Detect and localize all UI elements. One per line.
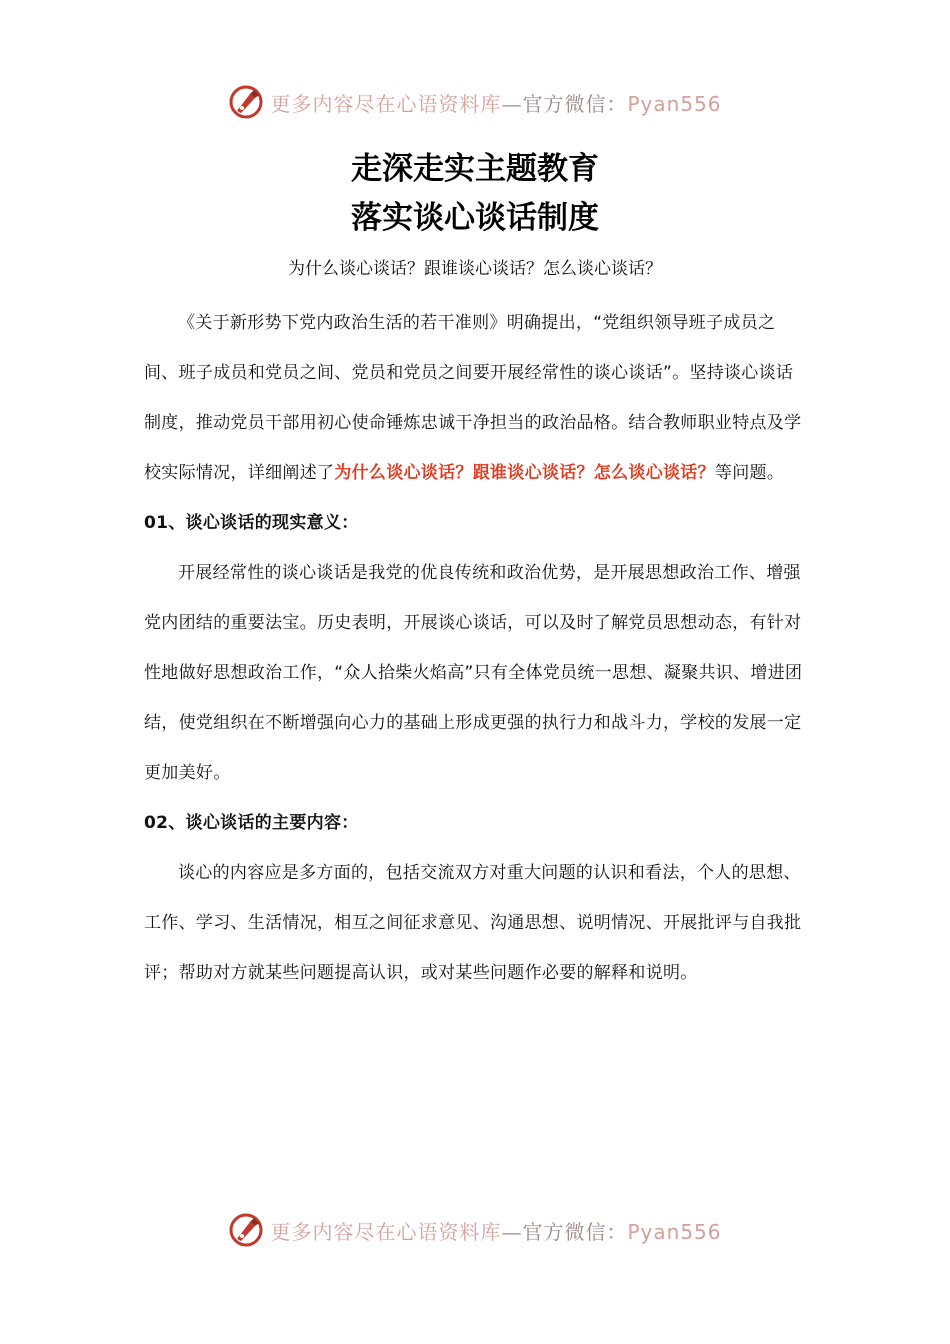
document-title-line2: 落实谈心谈话制度 bbox=[351, 200, 599, 236]
footer-watermark bbox=[0, 1208, 950, 1252]
watermark-slogan: 更多内容尽在心语资料库 bbox=[270, 91, 502, 116]
header-watermark bbox=[0, 80, 950, 124]
document-body bbox=[144, 298, 804, 998]
document-subtitle: 为什么谈心谈话？跟谁谈心谈话？怎么谈心谈话？ bbox=[288, 259, 662, 279]
watermark-dash: — bbox=[501, 91, 523, 116]
pen-logo-icon bbox=[228, 1212, 264, 1248]
section-body: 谈心的内容应是多方面的，包括交流双方对重大问题的认识和看法，个人的思想、工作、学习、生活情况，相互之间征求意见、沟通思想、说明情况、开展批评与自我批评；帮助对方就某些问题提高认识，或对某些问题作必要的解释和说明。 bbox=[144, 863, 802, 983]
intro-text-end: 等问题。 bbox=[714, 463, 785, 483]
watermark-text bbox=[270, 88, 721, 117]
section-heading: 02、谈心谈话的主要内容： bbox=[144, 813, 359, 833]
watermark-wechat-id: Pyan556 bbox=[627, 1219, 722, 1244]
watermark-wechat-label: 官方微信： bbox=[522, 1219, 628, 1244]
section-body: 开展经常性的谈心谈话是我党的优良传统和政治优势，是开展思想政治工作、增强党内团结的重要法宝。历史表明，开展谈心谈话，可以及时了解党员思想动态，有针对性地做好思想政治工作，“众人拾柴火焰高”只有全体党员统一思想、凝聚共识、增进团结，使党组织在不断增强向心力的基础上形成更强的执行力和战斗力，学校的发展一定更加美好。 bbox=[144, 563, 803, 783]
section-heading: 01、谈心谈话的现实意义： bbox=[144, 513, 359, 533]
watermark-dash: — bbox=[501, 1219, 523, 1244]
intro-highlight: 为什么谈心谈话？跟谁谈心谈话？怎么谈心谈话？ bbox=[334, 463, 715, 483]
intro-text: 《关于新形势下党内政治生活的若干准则》明确提出，“党组织领导班子成员之间、班子成员和党员之间、党员和党员之间要开展经常性的谈心谈话”。坚持谈心谈话制度，推动党员干部用初心使命锤炼忠诚干净担当的政治品格。结合教师职业特点及学校实际情况，详细阐述了 bbox=[144, 313, 802, 483]
document-title-line1: 走深走实主题教育 bbox=[351, 151, 599, 187]
watermark-wechat-id: Pyan556 bbox=[627, 91, 722, 116]
watermark-wechat-label: 官方微信： bbox=[522, 91, 628, 116]
watermark-slogan: 更多内容尽在心语资料库 bbox=[270, 1219, 502, 1244]
watermark-text bbox=[270, 1216, 721, 1245]
pen-logo-icon bbox=[228, 84, 264, 120]
intro-paragraph bbox=[144, 298, 804, 498]
